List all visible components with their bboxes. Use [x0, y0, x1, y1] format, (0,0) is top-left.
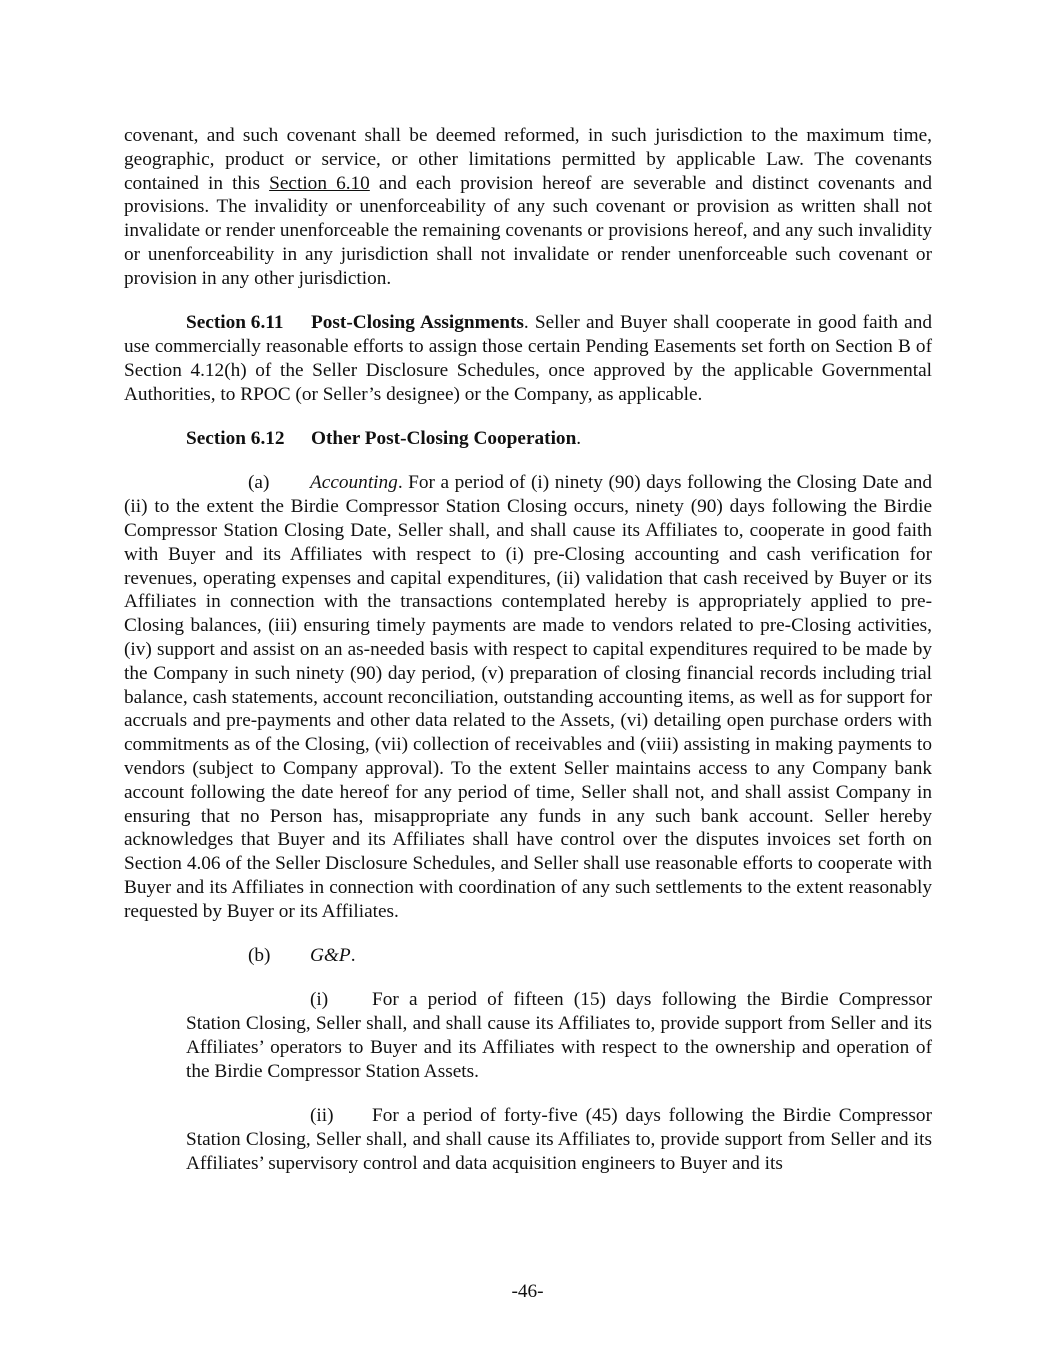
subsection-body: . For a period of (i) ninety (90) days following the Closing Date and (ii) to the extent the Birdie Compressor Station Closing occurs, ninety (90) days following the Birdie Compressor Station Closing Date, Seller shall, and shall cause its Affiliates to, cooperate in good faith with Buyer and its Affiliates with respect to (i) pre-Closing accounting and cash verification for revenues, operating expenses and capital expenditures, (ii) validation that cash received by Buyer or its Affiliates in connection with the transactions contemplated hereby is appropriately applied to pre-Closing balances, (iii) ensuring timely payments are made to vendors related to pre-Closing activities, (iv) support and assist on an as-needed basis with respect to capital expenditures required to be made by the Company in such ninety (90) day period, (v) preparation of closing financial records including trial balance, cash statements, account reconciliation, outstanding accounting items, as well as for support for accruals and pre-payments and other data related to the Assets, (vi) detailing open purchase orders with commitments as of the Closing, (vii) collection of receivables and (viii) assisting in making payments to vendors (subject to Company approval). To the extent Seller maintains access to any Company bank account following the date hereof for any period of time, Seller shall not, and shall assist Company in ensuring that no Person has, misappropriate any funds in any such bank account. Seller hereby acknowledges that Buyer and its Affiliates shall have control over the disputes invoices set forth on Section 4.06 of the Seller Disclosure Schedules, and Seller shall use reasonable efforts to cooperate with Buyer and its Affiliates in connection with coordination of any such settlements to the extent reasonably requested by Buyer or its Affiliates. [124, 472, 932, 922]
subsection-title: Accounting [310, 472, 398, 494]
subsection-a-paragraph [124, 471, 932, 923]
section-title-trail: . [576, 427, 582, 449]
page-number: -46- [511, 1281, 544, 1302]
paragraph-section-6-10-continued [124, 124, 932, 291]
paragraph-text: covenant, and such covenant shall be deemed reformed, in such jurisdiction to the maximum time, geographic, product or service, or other limitations permitted by applicable Law. The covenants contained in this [124, 125, 932, 194]
clause-b-ii-paragraph [124, 1104, 932, 1175]
subsection-title-trail: . [350, 945, 356, 967]
section-6-12-heading [124, 427, 932, 451]
document-page [124, 124, 932, 1176]
clause-body: For a period of forty-five (45) days following the Birdie Compressor Station Closing, Seller shall, and shall cause its Affiliates to, provide support from Seller and its Affiliates’ supervisory control and data acquisition engineers to Buyer and its [186, 1105, 932, 1174]
clause-body: For a period of fifteen (15) days following the Birdie Compressor Station Closing, Seller shall, and shall cause its Affiliates to, provide support from Seller and its Affiliates’ operators to Buyer and its Affiliates with respect to the ownership and operation of the Birdie Compressor Station Assets. [186, 989, 932, 1082]
section-title: Other Post-Closing Cooperation [311, 427, 577, 449]
section-reference-link[interactable]: Section 6.10 [269, 172, 370, 194]
subsection-label: (b) [248, 945, 271, 967]
section-number: Section 6.12 [186, 427, 285, 449]
clause-label: (ii) [310, 1105, 334, 1127]
subsection-label: (a) [248, 472, 270, 494]
section-body: . Seller and Buyer shall cooperate in good faith and use commercially reasonable efforts to assign those certain Pending Easements set forth on Section B of Section 4.12(h) of the Seller Disclosure Schedules, once approved by the applicable Governmental Authorities, to RPOC (or Seller’s designee) or the Company, as applicable. [124, 312, 932, 405]
section-6-11-paragraph [124, 311, 932, 406]
clause-b-i-paragraph [124, 988, 932, 1083]
clause-label: (i) [310, 989, 329, 1011]
section-number: Section 6.11 [186, 312, 284, 334]
section-title: Post-Closing Assignments [311, 312, 524, 334]
subsection-b-heading [124, 944, 932, 968]
subsection-title: G&P [310, 945, 351, 967]
paragraph-text: and each provision hereof are severable and distinct covenants and provisions. The invalidity or unenforceability of any such covenant or provision as written shall not invalidate or render unenforceable the remaining covenants or provisions hereof, and any such invalidity or unenforceability in any jurisdiction shall not invalidate or render unenforceable such covenant or provision in any other jurisdiction. [124, 172, 932, 289]
